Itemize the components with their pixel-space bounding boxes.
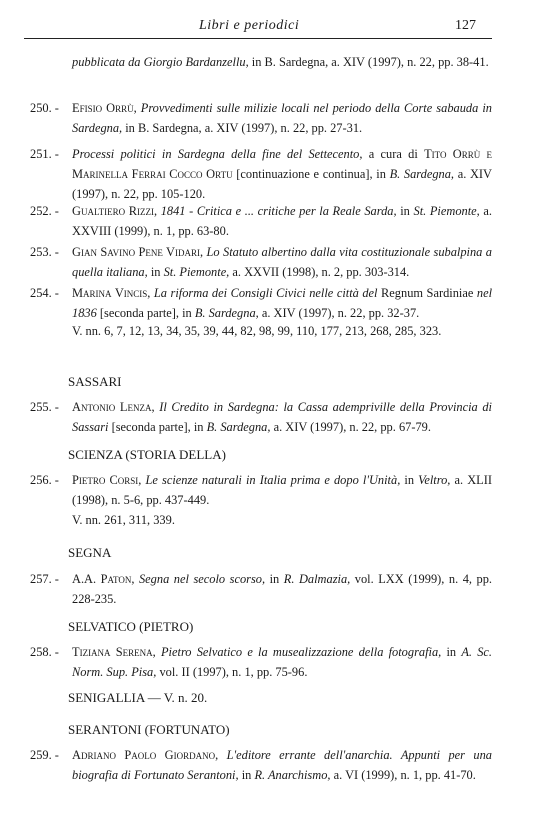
- entry-details: in B. Sardegna, a. XIV (1997), n. 22, pp. 38-41.: [248, 55, 489, 69]
- entry-title: 1841 - Critica e ... critiche per la Reale Sarda,: [160, 204, 397, 218]
- entry-journal: R. Anarchismo,: [254, 768, 331, 782]
- header-rule: [24, 38, 492, 39]
- section-heading: SASSARI: [68, 374, 122, 389]
- page-number: 127: [455, 18, 476, 33]
- entry-details: a. XLII (1998), n. 5-6, pp. 437-449.: [72, 473, 492, 507]
- entry-details: Regnum Sardiniae: [377, 286, 477, 300]
- page-header: [0, 0, 550, 44]
- entry-author: Pietro Corsi,: [72, 473, 142, 487]
- section-heading: SEGNA: [68, 545, 112, 560]
- entry-number: 252. -: [30, 204, 59, 218]
- bibliography-entry: [30, 397, 492, 437]
- entry-continuation: [72, 52, 492, 72]
- entry-author: Gualtiero Rizzi,: [72, 204, 158, 218]
- entry-author: Adriano Paolo Giordano,: [72, 748, 219, 762]
- entry-details: [seconda parte], in: [96, 306, 195, 320]
- entry-title: L'editore errante dell'anarchia. Appunti per una biografia di Fortunato Serantoni,: [72, 748, 492, 782]
- bibliography-entry: [30, 242, 492, 282]
- entry-details: in: [400, 473, 419, 487]
- entry-author: Gian Savino Pene Vidari,: [72, 245, 204, 259]
- entry-details: in: [265, 572, 284, 586]
- bibliography-entry: [30, 144, 492, 204]
- entry-journal: B. Sardegna,: [194, 306, 259, 320]
- entry-title: Pietro Selvatico e la musealizzazione della fotografia,: [160, 645, 442, 659]
- entry-details: in: [238, 768, 255, 782]
- bibliography-entry: [30, 745, 492, 785]
- entry-details: [seconda parte], in: [108, 420, 207, 434]
- entry-title: Provvedimenti sulle milizie locali nel periodo della Corte sabauda in Sardegna,: [72, 101, 492, 135]
- section-heading: SCIENZA (STORIA DELLA): [68, 447, 226, 462]
- entry-author: Tiziana Serena,: [72, 645, 156, 659]
- entry-details: in B. Sardegna, a. XIV (1997), n. 22, pp. 27-31.: [122, 121, 363, 135]
- entry-details: a. XIV (1997), n. 22, pp. 67-79.: [270, 420, 431, 434]
- bibliography-entry: [30, 283, 492, 323]
- entry-author: A.A. Paton,: [72, 572, 135, 586]
- entry-details: in: [396, 204, 414, 218]
- entry-number: 258. -: [30, 645, 59, 659]
- entry-details: a. VI (1999), n. 1, pp. 41-70.: [330, 768, 476, 782]
- entry-details: a. XXVIII (1999), n. 1, pp. 63-80.: [72, 204, 492, 238]
- entry-details: a. XIV (1997), n. 22, pp. 105-120.: [72, 167, 492, 201]
- entry-details: [continuazione e continua], in: [232, 167, 390, 181]
- entry-number: 250. -: [30, 101, 59, 115]
- entry-details: a cura di: [362, 147, 425, 161]
- entry-number: 254. -: [30, 286, 59, 300]
- entry-journal: B. Sardegna,: [206, 420, 271, 434]
- bibliography-entry: [30, 569, 492, 609]
- entry-details: vol. II (1997), n. 1, pp. 75-96.: [156, 665, 308, 679]
- section-heading: SERANTONI (FORTUNATO): [68, 722, 230, 737]
- entry-details: vol. LXX (1999), n. 4, pp. 228-235.: [72, 572, 493, 606]
- section-heading: SELVATICO (PIETRO): [68, 619, 194, 634]
- entry-journal: A. Sc. Norm. Sup. Pisa,: [72, 645, 492, 679]
- entry-author: Marina Vincis,: [72, 286, 151, 300]
- cross-reference: V. nn. 261, 311, 339.: [72, 513, 175, 527]
- entry-details: in: [441, 645, 462, 659]
- entry-journal: St. Piemonte,: [413, 204, 480, 218]
- entry-details: a. XXVII (1998), n. 2, pp. 303-314.: [229, 265, 410, 279]
- entry-title: La riforma dei Consigli Civici nelle città del: [153, 286, 378, 300]
- entry-author: Efisio Orrù,: [72, 101, 137, 115]
- entry-title-cont: nel 1836: [72, 286, 493, 320]
- entry-title: Processi politici in Sardegna della fine del Settecento,: [72, 147, 363, 161]
- entry-title: Il Credito in Sardegna: la Cassa adempriville della Provincia di Sassari: [72, 400, 492, 434]
- entry-number: 257. -: [30, 572, 59, 586]
- cross-reference: V. nn. 6, 7, 12, 13, 34, 35, 39, 44, 82, 98, 99, 110, 177, 213, 268, 285, 323.: [72, 324, 442, 338]
- bibliography-entry: [30, 470, 492, 510]
- entry-journal: R. Dalmazia,: [283, 572, 351, 586]
- running-title: Libri e periodici: [199, 18, 300, 33]
- entry-title: pubblicata da Giorgio Bardanzellu,: [72, 55, 249, 69]
- entry-journal: Veltro,: [418, 473, 451, 487]
- entry-details: in: [147, 265, 164, 279]
- bibliography-entry: [30, 201, 492, 241]
- entry-title: Lo Statuto albertino dalla vita costituzionale subalpina a quella italiana,: [72, 245, 492, 279]
- entry-number: 259. -: [30, 748, 59, 762]
- entry-editors: Tito Orrù e Marinella Ferrai Cocco Ortu: [72, 147, 493, 181]
- entry-number: 253. -: [30, 245, 59, 259]
- entry-journal: B. Sardegna,: [389, 167, 455, 181]
- entry-number: 251. -: [30, 147, 59, 161]
- entry-number: 255. -: [30, 400, 59, 414]
- bibliography-entry: [30, 642, 492, 682]
- entry-number: 256. -: [30, 473, 59, 487]
- entry-title: Segna nel secolo scorso,: [138, 572, 266, 586]
- entry-details: a. XIV (1997), n. 22, pp. 32-37.: [258, 306, 420, 320]
- entry-title: Le scienze naturali in Italia prima e dopo l'Unità,: [145, 473, 401, 487]
- bibliography-entry: [30, 98, 492, 138]
- entry-author: Antonio Lenza,: [72, 400, 155, 414]
- entry-journal: St. Piemonte,: [163, 265, 230, 279]
- section-heading: SENIGALLIA — V. n. 20.: [68, 690, 208, 705]
